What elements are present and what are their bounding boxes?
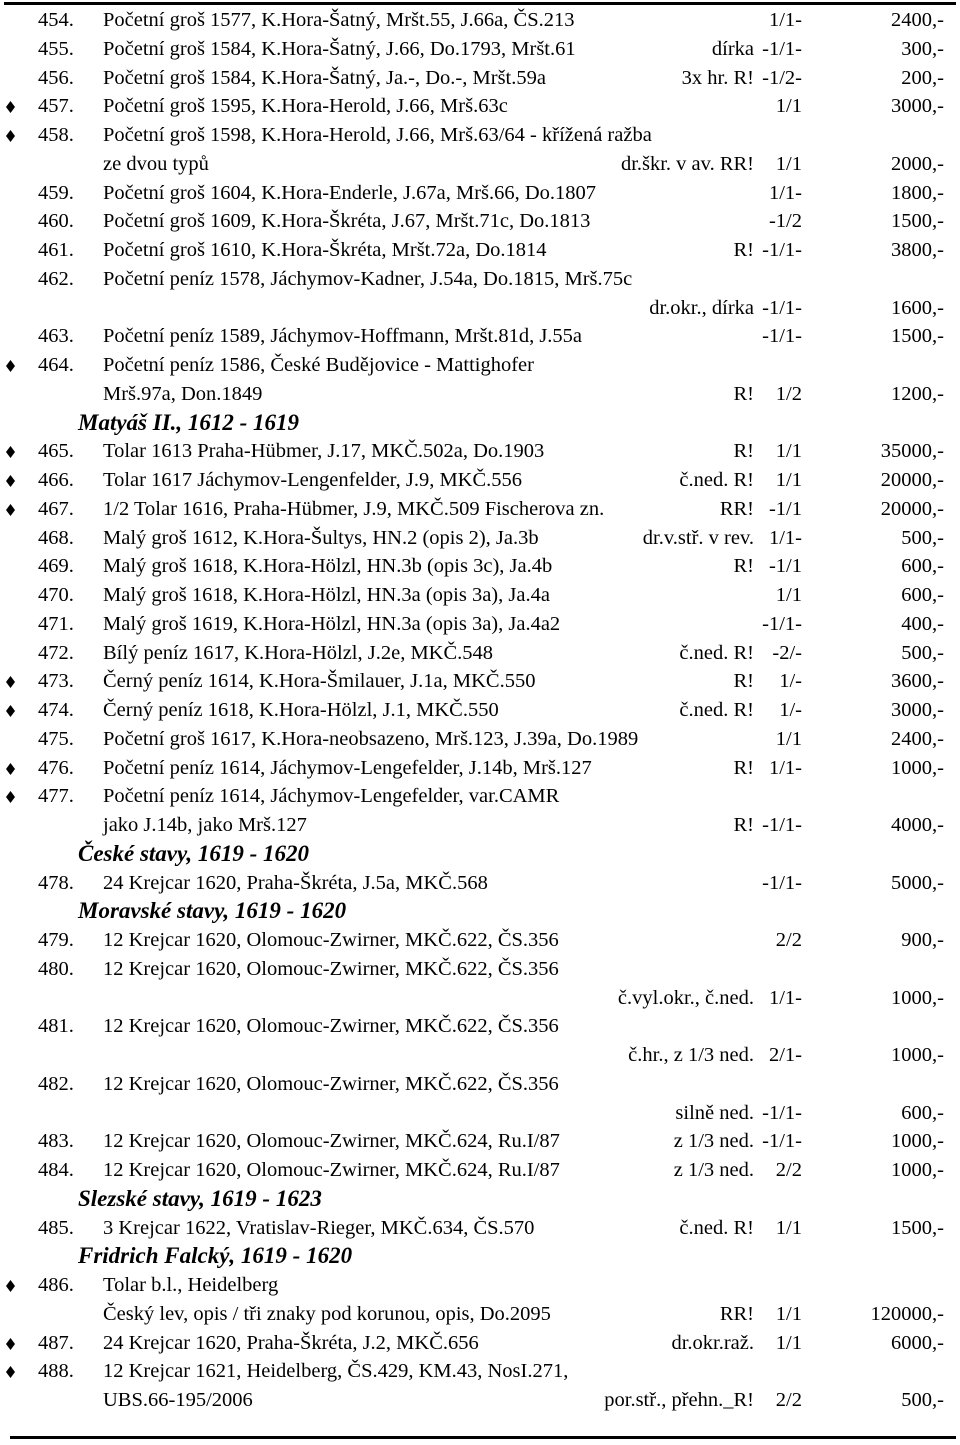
item-grade: 1/1- [768,9,802,31]
item-description: 12 Krejcar 1620, Olomouc-Zwirner, MKČ.622, ČS.356 [103,1072,559,1095]
item-number: 483. [38,1130,74,1153]
catalog-row [0,610,960,639]
item-price: 3000,- [891,95,944,118]
item-price: 3600,- [891,670,944,693]
item-note: z 1/3 ned. [673,1130,754,1153]
section-heading [0,840,960,869]
top-rule [4,2,956,5]
diamond-marker-icon [6,360,15,372]
item-grade: -1/1- [762,296,802,319]
item-number: 460. [38,210,74,233]
item-description: jako J.14b, jako Mrš.127 [103,814,307,836]
item-grade: 2/1- [768,1044,802,1066]
item-grade: -1/1 [768,555,802,578]
item-number: 458. [38,124,74,146]
item-number: 469. [38,555,74,578]
item-description: Malý groš 1618, K.Hora-Hölzl, HN.3b (opis 3c), Ja.4b [103,555,553,578]
item-description: 3 Krejcar 1622, Vratislav-Rieger, MKČ.634, ČS.570 [103,1216,535,1239]
item-price: 4000,- [891,814,944,836]
item-description: Černý peníz 1614, K.Hora-Šmilauer, J.1a, MKČ.550 [103,670,536,693]
item-price: 1000,- [891,1159,944,1181]
item-number: 470. [38,584,74,606]
item-grade: 1/1- [768,756,802,779]
catalog-row [0,1300,960,1329]
catalog-row [0,179,960,208]
item-grade: 1/1- [768,986,802,1009]
item-number: 465. [38,440,74,463]
catalog-row [0,322,960,351]
item-description: Černý peníz 1618, K.Hora-Hölzl, J.1, MKČ.550 [103,699,499,721]
item-note: dr.okr., dírka [649,296,754,319]
item-number: 459. [38,181,74,204]
item-description: 12 Krejcar 1621, Heidelberg, ČS.429, KM.43, NosI.271, [103,1360,569,1383]
item-price: 1200,- [891,382,944,405]
catalog-row [0,696,960,725]
item-number: 471. [38,612,74,635]
item-note: R! [733,239,754,261]
item-grade: 2/2 [775,1159,802,1181]
item-note: R! [733,756,754,779]
item-price: 35000,- [880,440,944,463]
item-description: Početní groš 1595, K.Hora-Herold, J.66, Mrš.63c [103,95,508,118]
catalog-row [0,92,960,121]
diamond-marker-icon [6,1280,15,1292]
item-number: 466. [38,469,74,491]
item-number: 481. [38,1015,74,1038]
item-description: Početní groš 1598, K.Hora-Herold, J.66, Mrš.63/64 - křížená ražba [103,124,652,146]
bottom-rule [10,1436,956,1439]
catalog-row [0,437,960,466]
catalog-row [0,1357,960,1386]
catalog-row [0,207,960,236]
item-description: Početní groš 1577, K.Hora-Šatný, Mršt.55, J.66a, ČS.213 [103,9,575,31]
item-number: 479. [38,929,74,951]
section-heading [0,1185,960,1214]
catalog-row [0,955,960,984]
item-description: 12 Krejcar 1620, Olomouc-Zwirner, MKČ.622, ČS.356 [103,929,559,951]
catalog-row [0,1099,960,1128]
item-grade: 1/1 [775,95,802,118]
item-description: 12 Krejcar 1620, Olomouc-Zwirner, MKČ.624, Ru.I/87 [103,1159,560,1181]
item-number: 463. [38,325,74,348]
catalog-row [0,351,960,380]
catalog-row [0,1156,960,1185]
item-note: R! [733,555,754,578]
catalog-row [0,150,960,179]
item-note: por.stř., přehn._R! [604,1389,754,1411]
item-description: Bílý peníz 1617, K.Hora-Hölzl, J.2e, MKČ.548 [103,641,494,664]
item-price: 300,- [901,37,944,60]
catalog-row [0,524,960,553]
item-price: 1800,- [891,181,944,204]
item-number: 461. [38,239,74,261]
item-description: 1/2 Tolar 1616, Praha-Hübmer, J.9, MKČ.509 Fischerova zn. [103,497,605,520]
item-grade: -1/2- [762,66,802,89]
item-price: 400,- [901,612,944,635]
catalog-row [0,869,960,898]
item-note: dírka [711,37,754,60]
catalog-row [0,1070,960,1099]
catalog-row [0,581,960,610]
item-grade: 2/2 [775,1389,802,1411]
item-price: 2000,- [891,152,944,175]
diamond-marker-icon [6,101,15,113]
item-description: Početní groš 1609, K.Hora-Škréta, J.67, Mršt.71c, Do.1813 [103,210,591,233]
item-number: 456. [38,66,74,89]
catalog-row [0,380,960,409]
item-number: 477. [38,785,74,808]
item-grade: 2/2 [775,929,802,951]
item-grade: -1/1- [762,239,802,261]
catalog-row [0,64,960,93]
item-price: 1500,- [891,1216,944,1239]
item-number: 480. [38,957,74,980]
diamond-marker-icon [6,763,15,775]
item-price: 2400,- [891,727,944,750]
diamond-marker-icon [6,475,15,487]
catalog-row [0,811,960,840]
section-title: Moravské stavy, 1619 - 1620 [78,898,347,924]
item-note: č.hr., z 1/3 ned. [628,1044,754,1066]
item-price: 2400,- [891,9,944,31]
item-number: 476. [38,756,74,779]
item-description: Malý groš 1619, K.Hora-Hölzl, HN.3a (opis 3a), Ja.4a2 [103,612,561,635]
item-price: 20000,- [880,497,944,520]
diamond-marker-icon [6,705,15,717]
item-description: Početní peníz 1578, Jáchymov-Kadner, J.54a, Do.1815, Mrš.75c [103,267,633,290]
section-title: České stavy, 1619 - 1620 [78,840,310,866]
item-price: 1000,- [891,1130,944,1153]
item-number: 482. [38,1072,74,1095]
item-grade: -1/1- [762,814,802,836]
section-title: Matyáš II., 1612 - 1619 [78,409,300,435]
item-note: R! [733,382,754,405]
catalog-row [0,236,960,265]
item-price: 600,- [901,555,944,578]
item-grade: -1/2 [768,210,802,233]
catalog-row [0,495,960,524]
catalog-row [0,6,960,35]
item-grade: -1/1- [762,37,802,60]
catalog-row [0,1041,960,1070]
item-description: Tolar 1617 Jáchymov-Lengenfelder, J.9, MKČ.556 [103,469,523,491]
diamond-marker-icon [6,130,15,142]
item-price: 900,- [901,929,944,951]
item-price: 3800,- [891,239,944,261]
catalog-row [0,754,960,783]
item-number: 487. [38,1331,74,1354]
item-price: 5000,- [891,871,944,894]
section-title: Slezské stavy, 1619 - 1623 [78,1185,322,1211]
item-price: 500,- [901,526,944,549]
item-description: 24 Krejcar 1620, Praha-Škréta, J.2, MKČ.656 [103,1331,479,1354]
item-grade: 1/1 [775,584,802,606]
item-description: Početní groš 1584, K.Hora-Šatný, J.66, Do.1793, Mršt.61 [103,37,576,60]
item-description: 24 Krejcar 1620, Praha-Škréta, J.5a, MKČ.568 [103,871,488,894]
item-note: dr.v.stř. v rev. [642,526,754,549]
item-grade: 1/1 [775,1331,802,1354]
item-number: 484. [38,1159,74,1181]
item-description: Početní peníz 1589, Jáchymov-Hoffmann, Mršt.81d, J.55a [103,325,583,348]
item-price: 3000,- [891,699,944,721]
diamond-marker-icon [6,504,15,516]
item-description: UBS.66-195/2006 [103,1389,253,1411]
item-price: 1500,- [891,325,944,348]
item-note: č.ned. R! [679,1216,754,1239]
item-price: 1000,- [891,986,944,1009]
item-grade: 1/1 [775,152,802,175]
item-description: 12 Krejcar 1620, Olomouc-Zwirner, MKČ.622, ČS.356 [103,957,559,980]
item-description: 12 Krejcar 1620, Olomouc-Zwirner, MKČ.624, Ru.I/87 [103,1130,560,1153]
catalog-row [0,1386,960,1415]
diamond-marker-icon [6,676,15,688]
item-price: 20000,- [880,469,944,491]
item-grade: -1/1- [762,1130,802,1153]
item-description: Malý groš 1618, K.Hora-Hölzl, HN.3a (opis 3a), Ja.4a [103,584,550,606]
item-description: Početní groš 1617, K.Hora-neobsazeno, Mrš.123, J.39a, Do.1989 [103,727,639,750]
item-number: 478. [38,871,74,894]
item-description: Tolar b.l., Heidelberg [103,1274,279,1296]
catalog-row [0,1012,960,1041]
item-grade: -1/1- [762,1101,802,1124]
item-description: ze dvou typů [103,152,209,175]
catalog-row [0,1271,960,1300]
catalog-row [0,121,960,150]
item-price: 1000,- [891,756,944,779]
item-number: 486. [38,1274,74,1296]
item-note: č.ned. R! [679,641,754,664]
item-note: RR! [719,1302,754,1325]
section-heading [0,1242,960,1271]
item-price: 1500,- [891,210,944,233]
item-grade: 1/1 [775,440,802,463]
item-number: 468. [38,526,74,549]
item-grade: -1/1- [762,325,802,348]
item-price: 1000,- [891,1044,944,1066]
catalog-list [0,6,960,1415]
item-grade: 1/1 [775,1216,802,1239]
item-note: dr.škr. v av. RR! [620,152,754,175]
item-number: 485. [38,1216,74,1239]
item-price: 200,- [901,66,944,89]
item-number: 464. [38,354,74,376]
item-description: Početní groš 1584, K.Hora-Šatný, Ja.-, Do.-, Mršt.59a [103,66,546,89]
item-grade: 1/1 [775,1302,802,1325]
item-grade: 1/1- [768,181,802,204]
item-note: RR! [719,497,754,520]
section-heading [0,897,960,926]
catalog-row [0,1214,960,1243]
item-grade: 1/1 [775,469,802,491]
catalog-row [0,466,960,495]
item-note: č.vyl.okr., č.ned. [617,986,754,1009]
item-number: 455. [38,37,74,60]
section-title: Fridrich Falcký, 1619 - 1620 [78,1243,353,1269]
item-number: 454. [38,9,74,31]
catalog-row [0,725,960,754]
item-number: 472. [38,641,74,664]
item-description: Mrš.97a, Don.1849 [103,382,263,405]
catalog-row [0,552,960,581]
item-note: dr.okr.raž. [671,1331,754,1354]
item-description: Početní groš 1604, K.Hora-Enderle, J.67a, Mrš.66, Do.1807 [103,181,597,204]
item-grade: -2/- [772,641,802,664]
item-description: Početní peníz 1614, Jáchymov-Lengefelder, J.14b, Mrš.127 [103,756,592,779]
item-grade: 1/1 [775,727,802,750]
catalog-row [0,1127,960,1156]
item-number: 475. [38,727,74,750]
item-grade: 1/- [779,699,802,721]
item-description: Tolar 1613 Praha-Hübmer, J.17, MKČ.502a, Do.1903 [103,440,545,463]
item-price: 500,- [901,1389,944,1411]
item-description: Malý groš 1612, K.Hora-Šultys, HN.2 (opis 2), Ja.3b [103,526,539,549]
item-price: 120000,- [870,1302,944,1325]
item-number: 474. [38,699,74,721]
item-number: 488. [38,1360,74,1383]
item-number: 462. [38,267,74,290]
item-number: 473. [38,670,74,693]
item-price: 1600,- [891,296,944,319]
catalog-row [0,35,960,64]
item-grade: 1/1- [768,526,802,549]
item-note: silně ned. [675,1101,754,1124]
item-description: 12 Krejcar 1620, Olomouc-Zwirner, MKČ.622, ČS.356 [103,1015,559,1038]
item-price: 600,- [901,1101,944,1124]
item-note: R! [733,814,754,836]
item-number: 457. [38,95,74,118]
item-price: 500,- [901,641,944,664]
catalog-row [0,639,960,668]
item-grade: -1/1- [762,612,802,635]
catalog-row [0,782,960,811]
item-note: z 1/3 ned. [673,1159,754,1181]
catalog-row [0,294,960,323]
catalog-row [0,265,960,294]
item-description: Početní groš 1610, K.Hora-Škréta, Mršt.72a, Do.1814 [103,239,547,261]
item-price: 6000,- [891,1331,944,1354]
item-note: 3x hr. R! [681,66,754,89]
catalog-row [0,667,960,696]
item-note: č.ned. R! [679,699,754,721]
catalog-row [0,926,960,955]
item-note: č.ned. R! [679,469,754,491]
item-grade: -1/1- [762,871,802,894]
diamond-marker-icon [6,791,15,803]
item-price: 600,- [901,584,944,606]
item-note: R! [733,440,754,463]
diamond-marker-icon [6,446,15,458]
catalog-row [0,1329,960,1358]
item-description: Početní peníz 1586, České Budějovice - Mattighofer [103,354,534,376]
section-heading [0,409,960,438]
catalog-row [0,984,960,1013]
diamond-marker-icon [6,1338,15,1350]
item-grade: 1/- [779,670,802,693]
item-number: 467. [38,497,74,520]
item-grade: -1/1 [768,497,802,520]
item-grade: 1/2 [775,382,802,405]
item-description: Český lev, opis / tři znaky pod korunou, opis, Do.2095 [103,1302,551,1325]
item-note: R! [733,670,754,693]
item-description: Početní peníz 1614, Jáchymov-Lengefelder, var.CAMR [103,785,560,808]
diamond-marker-icon [6,1366,15,1378]
